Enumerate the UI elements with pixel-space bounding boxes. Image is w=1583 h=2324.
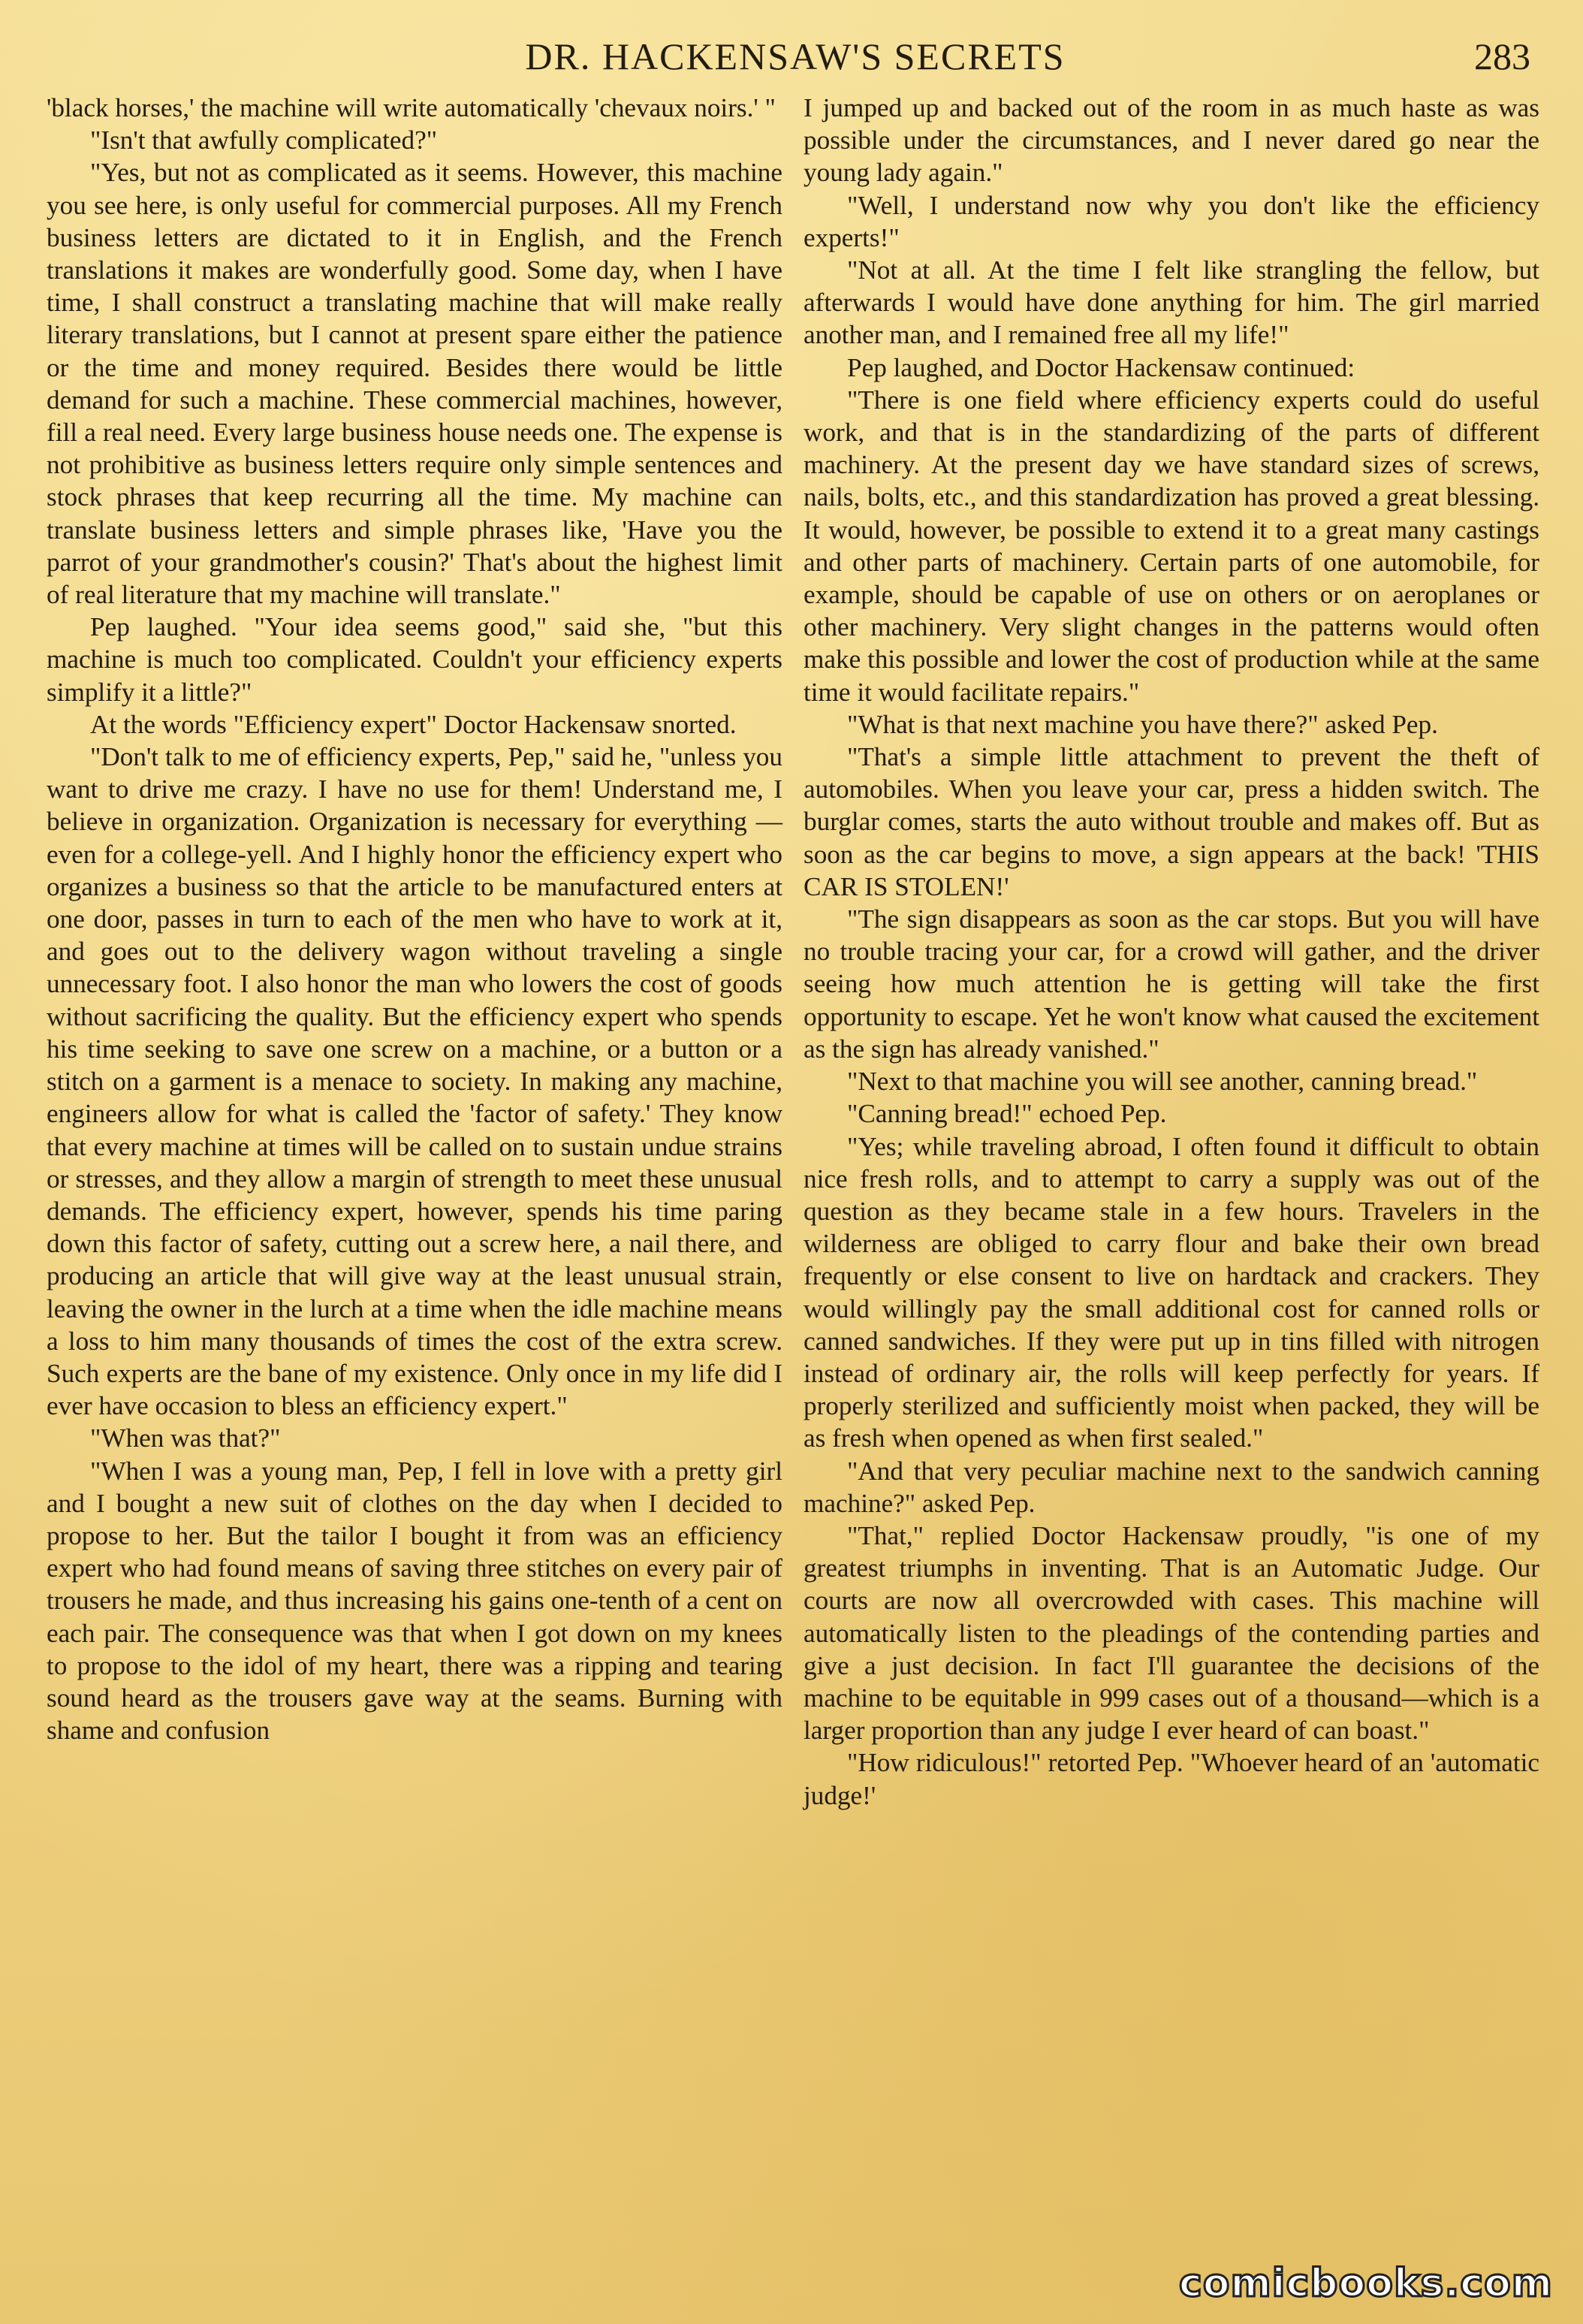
paragraph: "Well, I understand now why you don't like the efficiency experts!" [804, 190, 1539, 252]
paragraph: "Don't talk to me of efficiency experts, Pep," said he, "unless you want to drive me crazy. I have no use for them! Understand me, I believe in organization. Organization is necessary for everything —even for a college-yell. And I highly honor the efficiency expert who organizes a business so that the article to be manufactured enters at one door, passes in turn to each of the men who have to work at it, and goes out to the delivery wagon without traveling a single unnecessary foot. I also honor the man who lowers the cost of goods without sacrificing the quality. But the efficiency expert who spends his time seeking to save one screw on a machine, or a button or a stitch on a garment is a menace to society. In making any machine, engineers allow for what is called the 'factor of safety.' They know that every machine at times will be called on to sustain undue strains or stresses, and they allow a margin of strength to meet these unusual demands. The efficiency expert, however, spends his time paring down this factor of safety, cutting out a screw here, a nail there, and producing an article that will give way at the least unusual strain, leaving the owner in the lurch at a time when the idle machine means a loss to him many thousands of times the cost of the extra screw. Such experts are the bane of my existence. Only once in my life did I ever have occasion to bless an efficiency expert." [47, 742, 782, 1421]
paragraph: "That," replied Doctor Hackensaw proudly, "is one of my greatest triumphs in inventing. That is an Automatic Judge. Our courts are now all overcrowded with cases. This machine will automatically listen to the pleadings of the contending parties and give a just decision. In fact I'll guarantee the decisions of the machine to be equitable in 999 cases out of a thousand—which is a larger proportion than any judge I ever heard of can boast." [804, 1520, 1539, 1746]
paragraph: I jumped up and backed out of the room in as much haste as was possible under the circumstances, and I never dared go near the young lady again." [804, 93, 1539, 188]
paragraph: "How ridiculous!" retorted Pep. "Whoever heard of an 'automatic judge!' [804, 1748, 1539, 1810]
page-number: 283 [1474, 35, 1530, 77]
paragraph: "Isn't that awfully complicated?" [90, 125, 438, 155]
running-title: DR. HACKENSAW'S SECRETS [525, 35, 1066, 77]
page-header [45, 30, 1545, 83]
right-column [804, 92, 1539, 1812]
left-column [47, 92, 782, 1746]
paragraph: "Canning bread!" echoed Pep. [847, 1099, 1167, 1129]
paragraph: "That's a simple little attachment to prevent the theft of automobiles. When you leave your car, press a hidden switch. The burglar comes, starts the auto without trouble and makes off. But as soon as the car begins to move, a sign appears at the back! 'THIS CAR IS STOLEN!' [804, 742, 1539, 901]
paragraph: Pep laughed. "Your idea seems good," said she, "but this machine is much too complicated. Couldn't your efficiency experts simplify it a little?" [47, 612, 782, 707]
paragraph: "When was that?" [90, 1423, 281, 1453]
paragraph: "Yes, but not as complicated as it seems. However, this machine you see here, is only useful for commercial purposes. All my French business letters are dictated to it in English, and the French translations it makes are wonderfully good. Some day, when I have time, I shall construct a translating machine that will make really literary translations, but I cannot at present spare either the patience or the time and money required. Besides there would be little demand for such a machine. These commercial machines, however, fill a real need. Every large business house needs one. The expense is not prohibitive as business letters require only simple sentences and stock phrases that keep recurring all the time. My machine can translate business letters and simple phrases like, 'Have you the parrot of your grandmother's cousin?' That's about the highest limit of real literature that my machine will translate." [47, 158, 782, 610]
paragraph: Pep laughed, and Doctor Hackensaw continued: [847, 352, 1355, 382]
paragraph: "What is that next machine you have there?" asked Pep. [847, 709, 1438, 739]
paragraph: 'black horses,' the machine will write automatically 'chevaux noirs.' " [47, 93, 776, 122]
watermark-logo: comicbooks.com [1178, 2261, 1553, 2306]
paragraph: "There is one field where efficiency experts could do useful work, and that is in the standardizing of the parts of different machinery. At the present day we have standard sizes of screws, nails, bolts, etc., and this standardization has proved a great blessing. It would, however, be possible to extend it to a great many castings and other parts of machinery. Certain parts of one automobile, for example, should be capable of use on others or on aeroplanes or other machinery. Very slight changes in the patterns would often make this possible and lower the cost of production while at the same time it would facilitate repairs." [804, 385, 1539, 707]
paragraph: "Not at all. At the time I felt like strangling the fellow, but afterwards I would have done anything for him. The girl married another man, and I remained free all my life!" [804, 255, 1539, 350]
paragraph: "When I was a young man, Pep, I fell in love with a pretty girl and I bought a new suit of clothes on the day when I decided to propose to her. But the tailor I bought it from was an efficiency expert who had found means of saving three stitches on every pair of trousers he made, and thus increasing his gains one-tenth of a cent on each pair. The consequence was that when I got down on my knees to propose to the idol of my heart, there was a ripping and tearing sound heard as the trousers gave way at the seams. Burning with shame and confusion [47, 1456, 782, 1746]
paragraph: At the words "Efficiency expert" Doctor Hackensaw snorted. [90, 709, 737, 739]
paragraph: "Next to that machine you will see another, canning bread." [847, 1067, 1478, 1097]
paragraph: "The sign disappears as soon as the car stops. But you will have no trouble tracing your car, for a crowd will gather, and the driver seeing how much attention he is getting will take the first opportunity to escape. Yet he won't know what caused the excitement as the sign has already vanished." [804, 904, 1539, 1064]
paragraph: "And that very peculiar machine next to the sandwich canning machine?" asked Pep. [804, 1456, 1539, 1518]
paragraph: "Yes; while traveling abroad, I often found it difficult to obtain nice fresh rolls, and to attempt to carry a supply was out of the question as they became stale in a few hours. Travelers in the wilderness are obliged to carry flour and bake their own bread frequently or else consent to live on hardtack and crackers. They would willingly pay the small additional cost for canned rolls or canned sandwiches. If they were put up in tins filled with nitrogen instead of ordinary air, the rolls will keep perfectly for years. If properly sterilized and sufficiently moist when packed, they will be as fresh when opened as when first sealed." [804, 1131, 1539, 1453]
